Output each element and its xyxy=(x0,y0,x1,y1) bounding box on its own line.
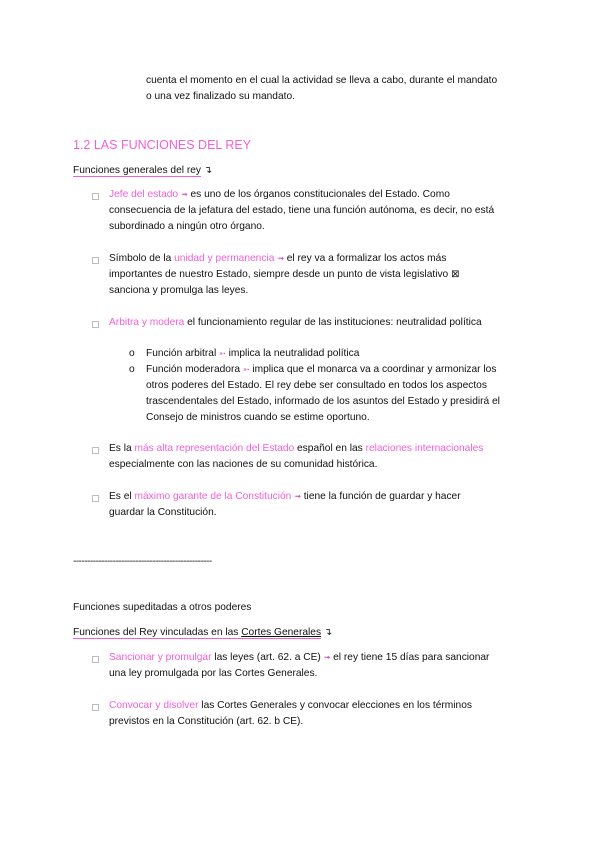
item-representacion-line-2: especialmente con las naciones de su comunidad histórica. xyxy=(109,459,378,470)
sub-item-moderadora-text: implica que el monarca va a coordinar y armonizar los xyxy=(249,364,497,375)
item-convocar-line-1 xyxy=(109,698,472,714)
item-representacion-pre: Es la xyxy=(109,443,135,454)
highlight-arbitra: Arbitra y modera xyxy=(109,317,185,328)
highlight-convocar: Convocar y disolver xyxy=(109,700,199,711)
highlight-relaciones: relaciones internacionales xyxy=(365,443,484,454)
arrow-icon: ➳ xyxy=(242,365,250,374)
checkbox-bullet-icon xyxy=(92,656,99,663)
down-right-arrow-icon: ↴ xyxy=(323,627,333,638)
sub-item-moderadora-line-3: trascendentales del Estado, informado de los asuntos del Estado y presidirá el xyxy=(146,396,500,407)
checkbox-bullet-icon xyxy=(92,495,99,502)
item-simbolo-text: el rey va a formalizar los actos más xyxy=(283,253,447,264)
sub-item-arbitral-text: implica la neutralidad política xyxy=(225,348,360,359)
item-jefe-line-3: subordinado a ningún otro órgano. xyxy=(109,221,265,232)
general-heading xyxy=(73,163,212,179)
dashed-divider: ------------------------------------------------- xyxy=(73,556,212,567)
item-garante-line-2: guardar la Constitución. xyxy=(109,507,217,518)
general-heading-text: Funciones generales del rey xyxy=(73,165,201,176)
item-sancionar-line-2: una ley promulgada por las Cortes Generales. xyxy=(109,668,318,679)
intro-line-2: o una vez finalizado su mandato. xyxy=(146,91,295,102)
item-arbitra-text: el funcionamiento regular de las instituciones: neutralidad política xyxy=(184,317,482,328)
item-simbolo-line-3: sanciona y promulga las leyes. xyxy=(109,285,249,296)
item-simbolo-line-2: importantes de nuestro Estado, siempre desde un punto de vista legislativo ⊠ xyxy=(109,269,460,280)
arrow-icon: ➟ xyxy=(294,492,301,501)
down-right-arrow-icon: ↴ xyxy=(203,165,213,176)
subordinate-heading: Funciones supeditadas a otros poderes xyxy=(73,602,252,613)
item-sancionar-line-1 xyxy=(109,650,489,666)
intro-line-1: cuenta el momento en el cual la actividad se lleva a cabo, durante el mandato xyxy=(146,75,498,86)
item-jefe-line-1 xyxy=(109,187,450,203)
arrow-icon: ➟ xyxy=(323,653,331,662)
item-convocar-text: las Cortes Generales y convocar elecciones en los términos xyxy=(198,700,472,711)
arrow-icon: ➟ xyxy=(277,254,284,263)
checkbox-bullet-icon xyxy=(92,257,99,264)
cortes-heading xyxy=(73,625,332,641)
cortes-heading-pre: Funciones del Rey vinculadas en las xyxy=(73,627,242,638)
item-simbolo-pre: Símbolo de la xyxy=(109,253,175,264)
section-title: 1.2 LAS FUNCIONES DEL REY xyxy=(73,138,252,152)
item-garante-line-1 xyxy=(109,489,461,505)
checkbox-bullet-icon xyxy=(92,704,99,711)
item-simbolo-line-1 xyxy=(109,251,446,267)
arrow-icon: ➳ xyxy=(219,349,226,358)
highlight-unidad: unidad y permanencia xyxy=(174,253,275,264)
item-convocar-line-2: previstos en la Constitución (art. 62. b CE). xyxy=(109,716,304,727)
item-sancionar-text-2: el rey tiene 15 días para sancionar xyxy=(330,652,490,663)
sub-bullet-marker: o xyxy=(129,364,135,375)
cortes-heading-underline xyxy=(73,627,321,639)
sub-item-moderadora-line-4: Consejo de ministros cuando se estime oportuno. xyxy=(146,412,370,423)
arrow-icon: ➟ xyxy=(180,190,188,199)
sub-bullet-marker: o xyxy=(129,348,135,359)
checkbox-bullet-icon xyxy=(92,193,99,200)
sub-item-moderadora-line-2: otros poderes del Estado. El rey debe ser consultado en todos los aspectos xyxy=(146,380,487,391)
cortes-generales-link[interactable]: Cortes Generales xyxy=(241,627,322,638)
sub-item-moderadora-line-1 xyxy=(146,362,496,378)
highlight-jefe: Jefe del estado xyxy=(109,189,179,200)
sub-item-moderadora-pre: Función moderadora xyxy=(146,364,243,375)
item-jefe-text: es uno de los órganos constitucionales del Estado. Como xyxy=(187,189,450,200)
item-arbitra-line-1 xyxy=(109,315,482,331)
sub-item-arbitral-pre: Función arbitral xyxy=(146,348,220,359)
item-representacion-mid: español en las xyxy=(294,443,366,454)
checkbox-bullet-icon xyxy=(92,447,99,454)
item-sancionar-text: las leyes (art. 62. a CE) xyxy=(211,652,324,663)
checkbox-bullet-icon xyxy=(92,321,99,328)
item-representacion-line-1 xyxy=(109,441,483,457)
sub-item-arbitral xyxy=(146,346,359,362)
highlight-garante: máximo garante de la Constitución xyxy=(134,491,292,502)
highlight-sancionar: Sancionar y promulgar xyxy=(109,652,212,663)
highlight-representacion: más alta representación del Estado xyxy=(134,443,295,454)
item-jefe-line-2: consecuencia de la jefatura del estado, tiene una función autónoma, es decir, no está xyxy=(109,205,495,216)
item-garante-text: tiene la función de guardar y hacer xyxy=(300,491,461,502)
item-garante-pre: Es el xyxy=(109,491,135,502)
